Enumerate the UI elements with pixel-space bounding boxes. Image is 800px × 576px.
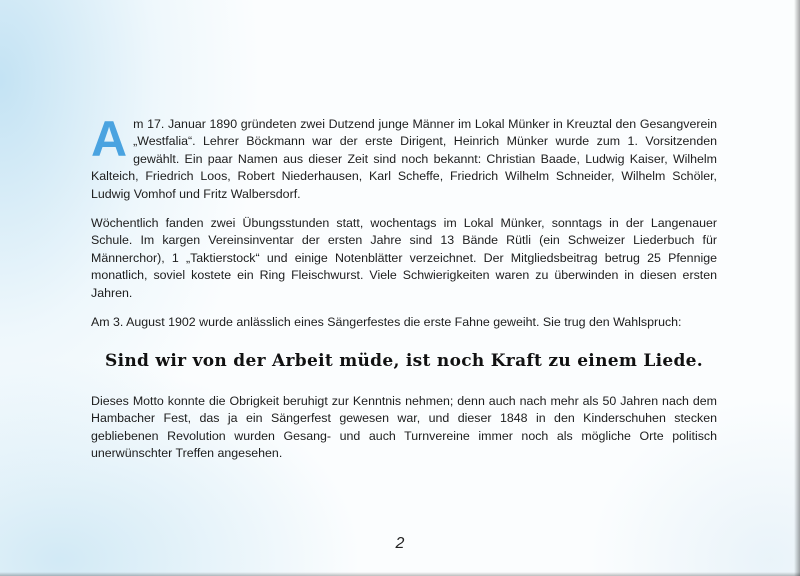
text-body [91, 111, 717, 475]
page-edge-shadow [794, 0, 800, 576]
paragraph-flag: Am 3. August 1902 wurde anlässlich eines Sängerfestes die erste Fahne geweiht. Sie trug den Wahlspruch: [91, 315, 682, 330]
page-bottom-shadow [0, 572, 800, 576]
paragraph-founding [91, 111, 717, 203]
paragraph-rehearsals: Wöchentlich fanden zwei Übungsstunden statt, wochentags im Lokal Münker, sonntags in der Langenauer Schule. Im kargen Vereinsinventar der ersten Jahre sind 13 Bände Rütli (ein Schweizer Liederbuch für Männerchor), 1 „Taktierstock“ und einige Notenblätter verzeichnet. Der Mitgliedsbeitrag betrug 25 Pfennige monatlich, soviel kostete ein Ring Fleischwurst. Viele Schwierigkeiten waren zu überwinden in diesen ersten Jahren. [91, 216, 717, 300]
paragraph-history: Dieses Motto konnte die Obrigkeit beruhigt zur Kenntnis nehmen; denn auch nach mehr als 50 Jahren nach dem Hambacher Fest, das ja ein Sängerfest gewesen war, und dieser 1848 in den Kinderschuhen stecken gebliebenen Revolution wurden Gesang- und auch Turnvereine immer noch als mögliche Orte politisch unerwünschter Treffen angesehen. [91, 393, 717, 461]
paragraph-founding-text: m 17. Januar 1890 gründeten zwei Dutzend junge Männer im Lokal Münker in Kreuztal den Gesangverein „Westfalia“. Lehrer Böckmann war der erste Dirigent, Heinrich Münker wurde zum 1. Vorsitzenden gewählt. Ein paar Namen aus dieser Zeit sind noch bekannt: Christian Baade, Ludwig Kaiser, Wilhelm Kalteich, Friedrich Loos, Robert Niederhausen, Karl Scheffe, Friedrich Wilhelm Schneider, Wilhelm Schöler, Ludwig Vomhof und Fritz Walbersdorf. [91, 117, 717, 201]
page-number: 2 [395, 535, 405, 552]
motto-quote: Sind wir von der Arbeit müde, ist noch Kraft zu einem Liede. [105, 351, 703, 372]
drop-cap: A [91, 111, 128, 167]
